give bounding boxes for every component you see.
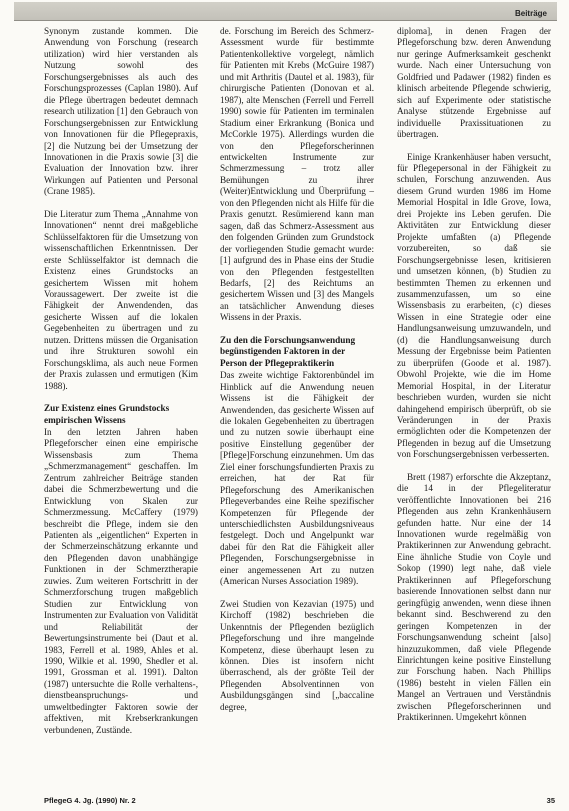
section-heading: Zur Existenz eines Grundstocks empirischen Wissens xyxy=(44,403,170,425)
text-column-1 xyxy=(44,26,198,736)
paragraph: diploma], in denen Fragen der Pflegeforschung bzw. deren Anwendung nur geringe Aufmerksamkeit geschenkt wurde. Nach einer Untersuchung von Goldfried und Padawer (1982) finden es klinisch arbeitende Pflegende schwierig, sich auf Experimente oder statistische Analyse stützende Ergebnisse auf individuelle Praxissituationen zu übertragen. xyxy=(397,26,551,140)
text-column-3 xyxy=(397,26,551,724)
section-heading: Zu den die Forschungsanwendung begünstigenden Faktoren in der Person der Pflegepraktikerin xyxy=(220,334,356,368)
paragraph: de. Forschung im Bereich des Schmerz-Assessment wurde für bestimmte Patientenkollektive vorgelegt, nämlich für Patienten mit Krebs (McGuire 1987) und mit Arthritis (Dautel et al. 1983), für chirurgische Patienten (Donovan et al. 1987), alte Menschen (Ferrell und Ferrell 1990) sowie für Patienten im terminalen Stadium einer Erkrankung (Bonica und McCorkle 1975). Allerdings wurden die von den Pflegeforscherinnen entwickelten Instrumente zur Schmerzmessung – trotz aller Bemühungen zu ihrer (Weiter)Entwicklung und Überprüfung – von den Pflegenden nicht als Hilfe für die Praxis genutzt. Resümierend kann man sagen, daß das Schmerz-Assessment aus den folgenden Gründen zum Grundstock der vorliegenden Studie gemacht wurde: [1] aufgrund des in Phase eins der Studie von den Pflegenden festgestellten Bedarfs, [2] des Reichtums an gesichertem Wissen und [3] des Mangels an tatsächlicher Anwendung dieses Wissens in der Praxis. xyxy=(220,26,374,323)
paragraph: Brett (1987) erforschte die Akzeptanz, die 14 in der Pflegeliteratur veröffentlichte Innovationen bei 216 Pflegenden aus zehn Krankenhäusern gefunden hatte. Nur eine der 14 Innovationen wurde regelmäßig von Praktikerinnen zur Anwendung gebracht. Eine ähnliche Studie von Coyle und Sokop (1990) legt nahe, daß viele Praktikerinnen auf Pflegeforschung basierende Innovationen selbst dann nur geringfügig anwenden, wenn diese ihnen bekannt sind. Beschwerend zu den geringen Kompetenzen in der Forschungsanwendung scheint [also] hinzuzukommen, daß viele Pflegende Einrichtungen keine positive Einstellung zur Forschung haben. Nach Phillips (1986) besteht in vielen Fällen ein Mangel an Vertrauen und Verständnis zwischen Pflegeforscherinnen und Praktikerinnen. Umgekehrt können xyxy=(397,471,551,723)
paragraph: Das zweite wichtige Faktorenbündel im Hinblick auf die Anwendung neuen Wissens ist die Fähigkeit der Anwendenden, das gesicherte Wissen auf die lokalen Gegebenheiten zu übertragen und zu nutzen sowie überhaupt eine positive Einstellung gegenüber der [Pflege]Forschung einzunehmen. Um das Ziel einer forschungsfundierten Praxis zu erreichen, hat der Rat für Pflegeforschung des Amerikanischen Pflegeverbandes eine Reihe spezifischer Kompetenzen für Pflegende der unterschiedlichsten Ausbildungsniveaus festgelegt. Doch und Angelpunkt war dabei für den Rat die Fähigkeit aller Pflegenden, Forschungsergebnisse in einer angemessenen Art zu nutzen (American Nurses Association 1989). xyxy=(220,370,374,587)
paragraph: Zwei Studien von Kezavian (1975) und Kirchoff (1982) beschrieben die Unkenntnis der Pflegenden bezüglich Pflegeforschung und ihre mangelnde Kompetenz, diese überhaupt lesen zu können. Dies ist insofern nicht überraschend, als der größte Teil der Pflegenden Absolventinnen von Ausbildungsgängen sind [„baccaline degree, xyxy=(220,598,374,712)
paragraph: Einige Krankenhäuser haben versucht, für Pflegepersonal in der Fähigkeit zu schulen, Forschung anzuwenden. Aus diesem Grund wurden 1986 im Home Memorial Hospital in Idle Grove, Iowa, drei Projekte ins Leben gerufen. Die Aktivitäten zur Entwicklung dieser Projekte umfaßten (a) Pflegende vorzubereiten, so daß sie Forschungsergebnisse lesen, kritisieren und umsetzen können, (b) Studien zu bestimmten Themen zu erkennen und zusammenzufassen, um so eine Wissensbasis zu erarbeiten, (c) dieses Wissen in eine Strategie oder eine Handlungsanweisung umzuwandeln, und (d) die Handlungsanweisung durch Messung der Ergebnisse beim Patienten zu überprüfen (Goode et al. 1987). Obwohl Projekte, wie die im Home Memorial Hospital, in der Literatur beschrieben wurden, wurden sie nicht dahingehend empirisch überprüft, ob sie Veränderungen in der Praxis ermöglichten oder die Kompetenzen der Pflegenden in bezug auf die Umsetzung von Forschungsergebnissen verbesserten. xyxy=(397,151,551,460)
paragraph: Die Literatur zum Thema „Annahme von Innovationen“ nennt drei maßgebliche Schlüsselfaktoren für die Umsetzung von wissenschaftlichen Erkenntnissen. Der erste Schlüsselfaktor ist demnach die Existenz eines Grundstocks an gesichertem Wissen mit hohem Voraussagewert. Der zweite ist die Fähigkeit der Anwendenden, das gesicherte Wissen auf die lokalen Gegebenheiten zu übertragen und zu nutzen. Drittens müssen die Organisation und ihre Strukturen sowohl ein Forschungsklima, als auch neue Formen der Praxis zulassen und ermutigen (Kim 1988). xyxy=(44,208,198,391)
paragraph: In den letzten Jahren haben Pflegeforscher einen eine empirische Wissensbasis zum Thema „Schmerzmanagement“ geschaffen. Im Zentrum zahlreicher Beiträge standen dabei die Schmerzbewertung und die Entwicklung von Skalen zur Schmerzmessung. McCaffery (1979) beschreibt die Pflege, indem sie den Patienten als „eigentlichen“ Experten in der Schmerzeinschätzung erkannte und den Pflegenden davon unabhängige Funktionen in der Schmerztherapie zuwies. Zum weiteren Fortschritt in der Schmerzforschung trugen maßgeblich Studien zur Entwicklung von Instrumenten zur Evaluation von Validität und Reliabilität der Bewertungsinstrumente bei (Daut et al. 1983, Ferrell et al. 1989, Ahles et al. 1990, Wilkie et al. 1990, Shedler et al. 1991, Grossman et al. 1991). Dalton (1987) untersuchte die Rolle verhaltens-, dienstbeanspruchungs- und umweltbedingter Faktoren sowie der affektiven, mit Krebserkrankungen verbundenen, Zustände. xyxy=(44,426,198,735)
journal-citation: PflegeG 4. Jg. (1990) Nr. 2 xyxy=(44,796,136,805)
section-label: Beiträge xyxy=(514,9,547,18)
paragraph: Synonym zustande kommen. Die Anwendung von Forschung (research utilization) wird hier verstanden als Nutzung sowohl des Forschungsergebnisses als auch des Forschungsprozesses (Caplan 1980). Auf die Pflege übertragen bedeutet demnach research utilization [1] den Gebrauch von Forschungsergebnissen zur Entwicklung von Innovationen für die Pflegepraxis, [2] die Nutzung bei der Umsetzung der Innovationen in die Praxis sowie [3] die Evaluation der Innovation bzw. ihrer Wirkungen auf Patienten und Personal (Crane 1985). xyxy=(44,26,198,197)
page-footer xyxy=(0,796,569,811)
page-header-band xyxy=(14,2,557,21)
text-column-2 xyxy=(220,26,374,713)
page-number: 35 xyxy=(546,796,555,805)
